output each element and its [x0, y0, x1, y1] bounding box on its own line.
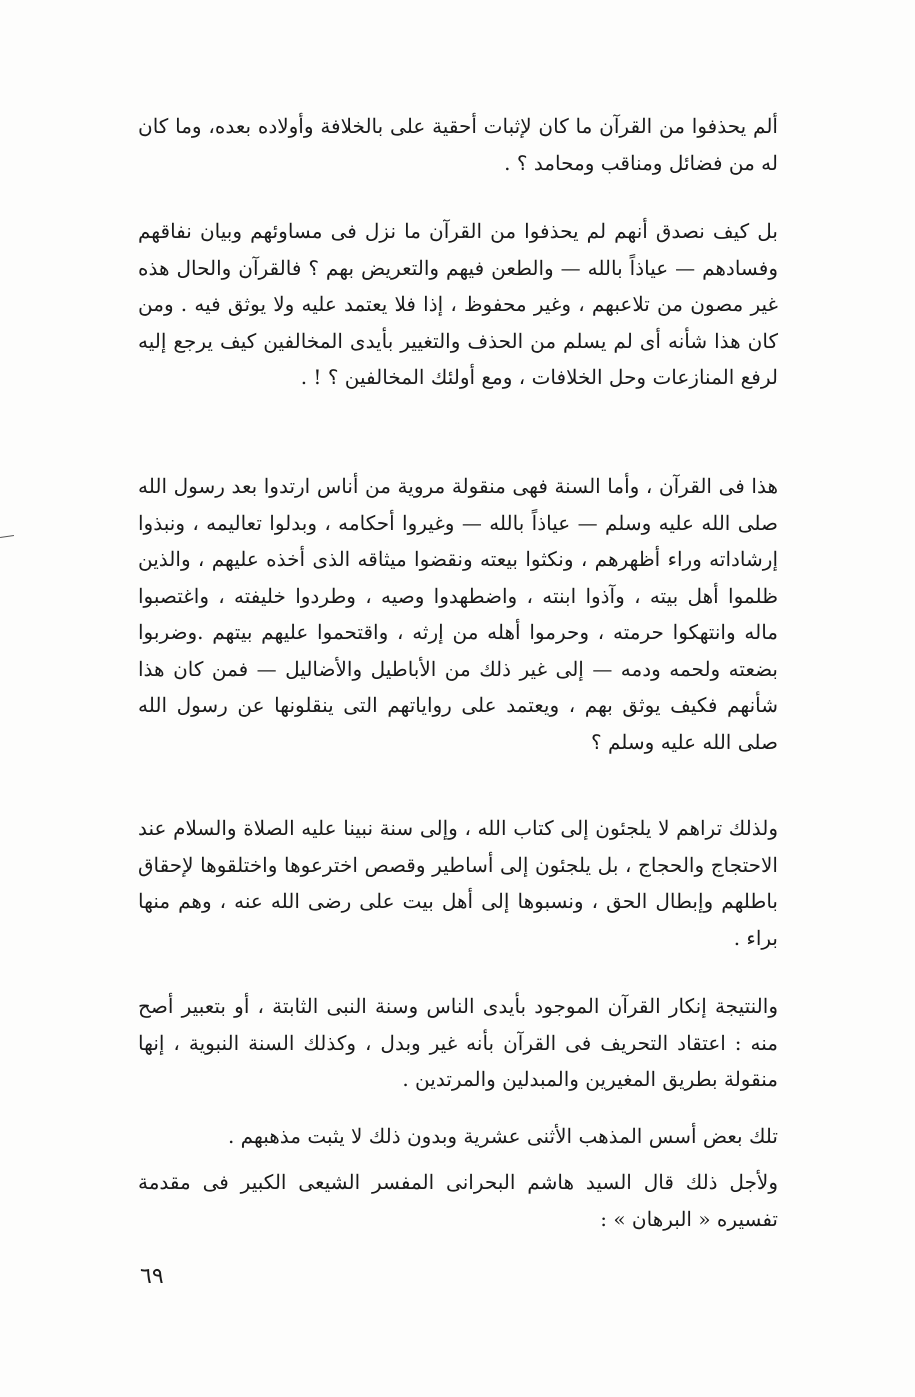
scan-edge-mark: [0, 535, 14, 538]
paragraph-4: [138, 810, 778, 960]
page-number: ٦٩: [140, 1264, 164, 1289]
paragraph-text: تلك بعض أسس المذهب الأثنى عشرية وبدون ذلك لا يثبت مذهبهم .: [227, 1124, 778, 1148]
paragraph-text: ولذلك تراهم لا يلجئون إلى كتاب الله ، وإلى سنة نبينا عليه الصلاة والسلام عند الاحتجاج والحجاج ، بل يلجئون إلى أساطير وقصص اخترعوها واختلقوها لإحقاق باطلهم وإبطال الحق ، ونسبوها إلى أهل بيت على رضى الله عنه ، وهم منها براء .: [138, 816, 778, 950]
paragraph-3: [138, 468, 778, 792]
paragraph-text: ولأجل ذلك قال السيد هاشم البحرانى المفسر الشيعى الكبير فى مقدمة تفسيره « البرهان » :: [138, 1170, 778, 1231]
paragraph-6: [138, 1118, 778, 1158]
paragraph-text: هذا فى القرآن ، وأما السنة فهى منقولة مروية من أناس ارتدوا بعد رسول الله صلى الله عليه وسلم — عياذاً بالله — وغيروا أحكامه ، وبدلوا تعاليمه ، ونبذوا إرشاداته وراء أظهرهم ، ونكثوا بيعته ونقضوا ميثاقه الذى أخذه عليهم ، والذين ظلموا أهل بيته ، وآذوا ابنته ، واضطهدوا وصيه ، وطردوا خليفته ، واغتصبوا ماله وانتهكوا حرمته ، وحرموا أهله من إرثه ، واقتحموا عليهم بيتهم .وضربوا بضعته ولحمه ودمه — إلى غير ذلك من الأباطيل والأضاليل — فمن كان هذا شأنهم فكيف يوثق بهم ، ويعتمد على رواياتهم التى ينقلونها عن رسول الله صلى الله عليه وسلم ؟: [138, 474, 778, 754]
paragraph-text: ألم يحذفوا من القرآن ما كان لإثبات أحقية على بالخلافة وأولاده بعده، وما كان له من فضائل ومناقب ومحامد ؟ .: [138, 114, 778, 175]
paragraph-text: والنتيجة إنكار القرآن الموجود بأيدى الناس وسنة النبى الثابتة ، أو بتعبير أصح منه : اعتقاد التحريف فى القرآن بأنه غير وبدل ، وكذلك السنة النبوية ، إنها منقولة بطريق المغيرين والمبدلين والمرتدين .: [138, 994, 778, 1091]
paragraph-5: [138, 988, 778, 1103]
paragraph-text: بل كيف نصدق أنهم لم يحذفوا من القرآن ما نزل فى مساوئهم وبيان نفاقهم وفسادهم — عياذاً بالله — والطعن فيهم والتعريض بهم ؟ فالقرآن والحال هذه غير مصون من تلاعبهم ، وغير محفوظ ، إذا فلا يعتمد عليه ولا يوثق فيه . ومن كان هذا شأنه أى لم يسلم من الحذف والتغيير بأيدى المخالفين كيف يرجع إليه لرفع المنازعات وحل الخلافات ، ومع أولئك المخالفين ؟ ! .: [138, 219, 778, 389]
paragraph-2: [138, 213, 778, 465]
paragraph-7: [138, 1164, 778, 1240]
paragraph-1: [138, 108, 778, 180]
